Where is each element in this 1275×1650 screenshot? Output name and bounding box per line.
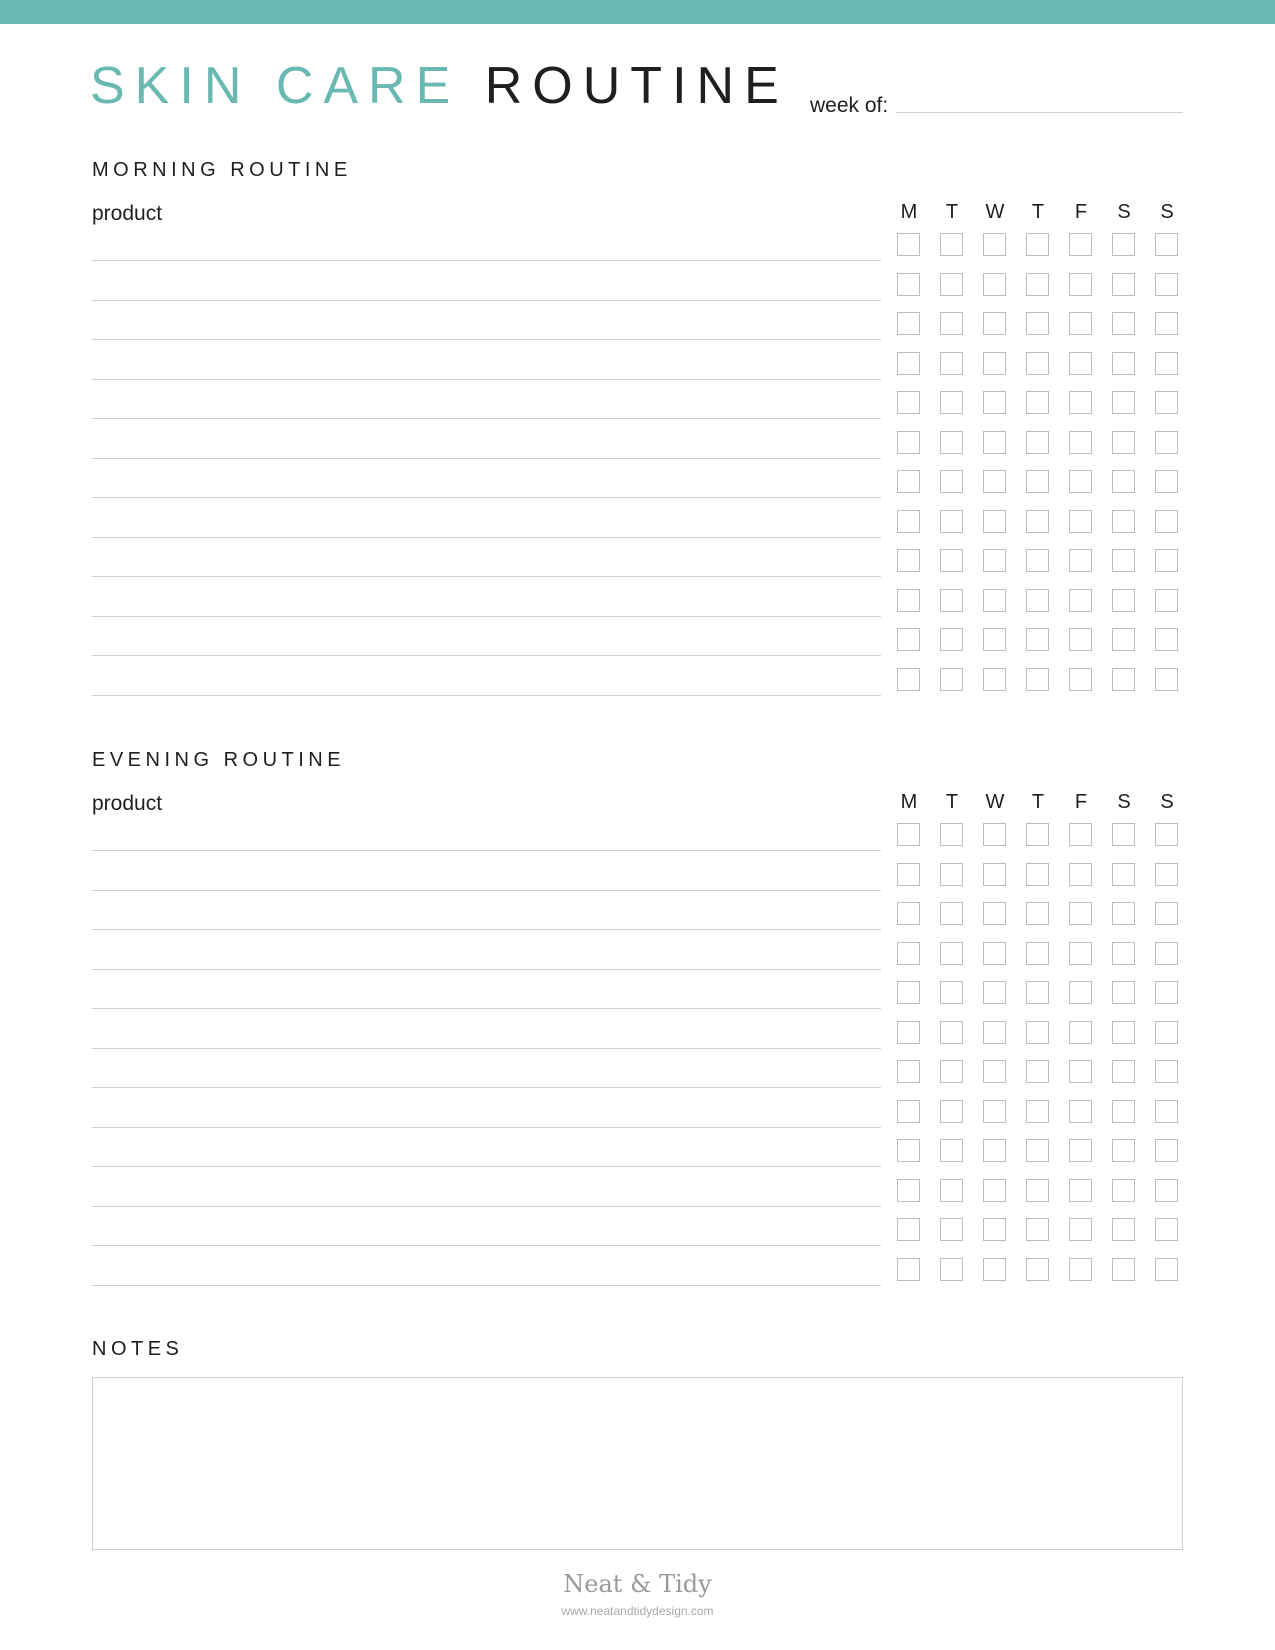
day-checkbox[interactable]: [940, 352, 963, 375]
day-checkbox[interactable]: [1112, 823, 1135, 846]
day-checkbox[interactable]: [1155, 352, 1178, 375]
day-checkbox[interactable]: [1069, 1060, 1092, 1083]
product-line[interactable]: [92, 969, 881, 970]
day-checkbox[interactable]: [1155, 863, 1178, 886]
morning-heading: MORNING ROUTINE: [92, 159, 352, 181]
day-checkbox[interactable]: [1155, 902, 1178, 925]
day-checkbox[interactable]: [1026, 312, 1049, 335]
day-checkbox[interactable]: [940, 273, 963, 296]
day-checkbox[interactable]: [1112, 1100, 1135, 1123]
day-checkbox[interactable]: [897, 863, 920, 886]
day-checkbox[interactable]: [1026, 352, 1049, 375]
day-checkbox[interactable]: [1026, 510, 1049, 533]
day-checkbox[interactable]: [983, 549, 1006, 572]
day-checkbox[interactable]: [1112, 470, 1135, 493]
morning-product-label: product: [92, 202, 163, 225]
day-checkbox[interactable]: [1155, 312, 1178, 335]
day-checkbox[interactable]: [983, 823, 1006, 846]
day-checkbox[interactable]: [1069, 1218, 1092, 1241]
day-checkbox[interactable]: [1026, 470, 1049, 493]
day-checkbox[interactable]: [1155, 233, 1178, 256]
product-line[interactable]: [92, 1008, 881, 1009]
day-checkbox[interactable]: [983, 942, 1006, 965]
day-checkbox[interactable]: [1026, 1179, 1049, 1202]
day-checkbox[interactable]: [1155, 273, 1178, 296]
product-line[interactable]: [92, 458, 881, 459]
day-checkbox[interactable]: [1026, 589, 1049, 612]
week-of-field[interactable]: [896, 112, 1183, 113]
day-checkbox[interactable]: [1026, 1218, 1049, 1241]
day-checkbox[interactable]: [1069, 1179, 1092, 1202]
day-checkbox[interactable]: [897, 668, 920, 691]
day-header: S: [1160, 201, 1174, 223]
day-checkbox[interactable]: [1112, 1060, 1135, 1083]
day-checkbox[interactable]: [1112, 312, 1135, 335]
day-checkbox[interactable]: [1069, 981, 1092, 1004]
day-checkbox[interactable]: [940, 1218, 963, 1241]
day-checkbox[interactable]: [940, 1021, 963, 1044]
day-checkbox[interactable]: [1155, 589, 1178, 612]
day-checkbox[interactable]: [1069, 391, 1092, 414]
day-checkbox[interactable]: [897, 1021, 920, 1044]
day-checkbox[interactable]: [940, 863, 963, 886]
day-checkbox[interactable]: [983, 863, 1006, 886]
day-checkbox[interactable]: [1026, 668, 1049, 691]
day-checkbox[interactable]: [1026, 273, 1049, 296]
day-checkbox[interactable]: [1069, 628, 1092, 651]
day-checkbox[interactable]: [1112, 942, 1135, 965]
day-checkbox[interactable]: [940, 233, 963, 256]
brand-logo: Neat & Tidy: [563, 1570, 712, 1598]
day-header: M: [900, 791, 918, 813]
product-line[interactable]: [92, 1048, 881, 1049]
day-checkbox[interactable]: [983, 1100, 1006, 1123]
day-checkbox[interactable]: [940, 668, 963, 691]
day-checkbox[interactable]: [940, 470, 963, 493]
product-line[interactable]: [92, 260, 881, 261]
day-checkbox[interactable]: [897, 589, 920, 612]
day-checkbox[interactable]: [897, 1139, 920, 1162]
day-checkbox[interactable]: [897, 312, 920, 335]
product-line[interactable]: [92, 379, 881, 380]
day-checkbox[interactable]: [1112, 668, 1135, 691]
day-checkbox[interactable]: [897, 1179, 920, 1202]
day-checkbox[interactable]: [1026, 942, 1049, 965]
day-checkbox[interactable]: [1155, 1100, 1178, 1123]
day-checkbox[interactable]: [940, 1139, 963, 1162]
title-main: ROUTINE: [484, 57, 789, 115]
day-checkbox[interactable]: [1069, 1021, 1092, 1044]
day-header: M: [900, 201, 918, 223]
day-checkbox[interactable]: [983, 431, 1006, 454]
day-checkbox[interactable]: [897, 510, 920, 533]
day-checkbox[interactable]: [1069, 312, 1092, 335]
day-checkbox[interactable]: [983, 589, 1006, 612]
day-header: T: [1031, 791, 1045, 813]
notes-heading: NOTES: [92, 1338, 184, 1360]
day-checkbox[interactable]: [1026, 1258, 1049, 1281]
day-checkbox[interactable]: [1155, 1218, 1178, 1241]
day-checkbox[interactable]: [1155, 510, 1178, 533]
product-line[interactable]: [92, 655, 881, 656]
week-of-label: week of:: [810, 94, 889, 117]
day-checkbox[interactable]: [1155, 1139, 1178, 1162]
product-line[interactable]: [92, 576, 881, 577]
day-checkbox[interactable]: [897, 470, 920, 493]
day-checkbox[interactable]: [1155, 1060, 1178, 1083]
day-checkbox[interactable]: [940, 1179, 963, 1202]
evening-heading: EVENING ROUTINE: [92, 749, 346, 771]
day-checkbox[interactable]: [897, 902, 920, 925]
day-checkbox[interactable]: [897, 942, 920, 965]
day-checkbox[interactable]: [897, 1218, 920, 1241]
brand-url: www.neatandtidydesign.com: [561, 1604, 714, 1618]
product-line[interactable]: [92, 1087, 881, 1088]
day-checkbox[interactable]: [1112, 902, 1135, 925]
day-header: F: [1074, 201, 1088, 223]
product-line[interactable]: [92, 1127, 881, 1128]
day-checkbox[interactable]: [897, 233, 920, 256]
day-checkbox[interactable]: [1026, 1139, 1049, 1162]
day-checkbox[interactable]: [1112, 352, 1135, 375]
product-line[interactable]: [92, 537, 881, 538]
day-checkbox[interactable]: [1112, 1218, 1135, 1241]
day-checkbox[interactable]: [897, 273, 920, 296]
day-checkbox[interactable]: [897, 981, 920, 1004]
day-checkbox[interactable]: [1155, 549, 1178, 572]
day-checkbox[interactable]: [1112, 510, 1135, 533]
day-checkbox[interactable]: [897, 391, 920, 414]
day-checkbox[interactable]: [1069, 1100, 1092, 1123]
day-checkbox[interactable]: [983, 628, 1006, 651]
day-checkbox[interactable]: [940, 981, 963, 1004]
day-header: T: [945, 791, 959, 813]
product-line[interactable]: [92, 418, 881, 419]
day-checkbox[interactable]: [1026, 902, 1049, 925]
notes-box[interactable]: [92, 1377, 1183, 1550]
day-checkbox[interactable]: [1026, 1100, 1049, 1123]
day-checkbox[interactable]: [940, 942, 963, 965]
day-checkbox[interactable]: [897, 628, 920, 651]
day-checkbox[interactable]: [1026, 863, 1049, 886]
day-checkbox[interactable]: [1155, 391, 1178, 414]
product-line[interactable]: [92, 695, 881, 696]
day-checkbox[interactable]: [1155, 470, 1178, 493]
day-checkbox[interactable]: [1069, 273, 1092, 296]
product-line[interactable]: [92, 1245, 881, 1246]
day-checkbox[interactable]: [1026, 431, 1049, 454]
day-checkbox[interactable]: [983, 1139, 1006, 1162]
day-checkbox[interactable]: [1069, 823, 1092, 846]
day-header: T: [1031, 201, 1045, 223]
day-checkbox[interactable]: [940, 1100, 963, 1123]
day-header: S: [1117, 791, 1131, 813]
evening-product-label: product: [92, 792, 163, 815]
day-checkbox[interactable]: [1069, 431, 1092, 454]
day-checkbox[interactable]: [1069, 863, 1092, 886]
day-checkbox[interactable]: [983, 273, 1006, 296]
day-checkbox[interactable]: [940, 431, 963, 454]
day-checkbox[interactable]: [897, 1100, 920, 1123]
day-checkbox[interactable]: [983, 312, 1006, 335]
product-line[interactable]: [92, 1166, 881, 1167]
day-checkbox[interactable]: [1112, 273, 1135, 296]
day-header: S: [1117, 201, 1131, 223]
day-checkbox[interactable]: [897, 1258, 920, 1281]
day-checkbox[interactable]: [1026, 1060, 1049, 1083]
day-checkbox[interactable]: [1069, 1139, 1092, 1162]
day-checkbox[interactable]: [1112, 628, 1135, 651]
day-header: F: [1074, 791, 1088, 813]
day-checkbox[interactable]: [983, 902, 1006, 925]
day-checkbox[interactable]: [1112, 981, 1135, 1004]
day-header: S: [1160, 791, 1174, 813]
day-checkbox[interactable]: [897, 1060, 920, 1083]
day-checkbox[interactable]: [940, 628, 963, 651]
day-checkbox[interactable]: [1069, 589, 1092, 612]
product-line[interactable]: [92, 1206, 881, 1207]
day-checkbox[interactable]: [983, 668, 1006, 691]
product-line[interactable]: [92, 616, 881, 617]
day-checkbox[interactable]: [940, 510, 963, 533]
day-checkbox[interactable]: [983, 470, 1006, 493]
day-checkbox[interactable]: [940, 1258, 963, 1281]
day-checkbox[interactable]: [897, 823, 920, 846]
day-checkbox[interactable]: [1026, 823, 1049, 846]
day-checkbox[interactable]: [1112, 391, 1135, 414]
product-line[interactable]: [92, 1285, 881, 1286]
day-checkbox[interactable]: [1069, 233, 1092, 256]
day-checkbox[interactable]: [1069, 668, 1092, 691]
top-accent-bar: [0, 0, 1275, 24]
day-checkbox[interactable]: [983, 233, 1006, 256]
title-accent: SKIN CARE: [90, 57, 461, 115]
day-checkbox[interactable]: [983, 1218, 1006, 1241]
day-checkbox[interactable]: [1112, 1258, 1135, 1281]
product-line[interactable]: [92, 300, 881, 301]
day-checkbox[interactable]: [1026, 981, 1049, 1004]
day-checkbox[interactable]: [897, 352, 920, 375]
day-checkbox[interactable]: [940, 549, 963, 572]
day-header: W: [985, 791, 1005, 813]
day-checkbox[interactable]: [1069, 942, 1092, 965]
day-checkbox[interactable]: [983, 352, 1006, 375]
day-checkbox[interactable]: [1026, 628, 1049, 651]
day-checkbox[interactable]: [1112, 1139, 1135, 1162]
day-checkbox[interactable]: [940, 823, 963, 846]
day-checkbox[interactable]: [983, 981, 1006, 1004]
day-checkbox[interactable]: [940, 902, 963, 925]
day-checkbox[interactable]: [983, 1021, 1006, 1044]
product-line[interactable]: [92, 890, 881, 891]
day-checkbox[interactable]: [1069, 1258, 1092, 1281]
day-checkbox[interactable]: [940, 391, 963, 414]
day-header: T: [945, 201, 959, 223]
day-checkbox[interactable]: [1155, 823, 1178, 846]
day-checkbox[interactable]: [1069, 549, 1092, 572]
day-checkbox[interactable]: [1069, 470, 1092, 493]
day-checkbox[interactable]: [983, 391, 1006, 414]
day-checkbox[interactable]: [1112, 431, 1135, 454]
day-checkbox[interactable]: [1112, 1021, 1135, 1044]
day-checkbox[interactable]: [983, 510, 1006, 533]
day-checkbox[interactable]: [1155, 1179, 1178, 1202]
day-checkbox[interactable]: [940, 589, 963, 612]
day-checkbox[interactable]: [897, 549, 920, 572]
day-checkbox[interactable]: [1069, 902, 1092, 925]
day-checkbox[interactable]: [1155, 628, 1178, 651]
day-checkbox[interactable]: [1026, 1021, 1049, 1044]
day-checkbox[interactable]: [983, 1060, 1006, 1083]
day-checkbox[interactable]: [1112, 589, 1135, 612]
day-checkbox[interactable]: [1155, 668, 1178, 691]
day-checkbox[interactable]: [1026, 233, 1049, 256]
day-checkbox[interactable]: [1155, 431, 1178, 454]
day-checkbox[interactable]: [1155, 1258, 1178, 1281]
day-checkbox[interactable]: [1026, 391, 1049, 414]
day-checkbox[interactable]: [940, 312, 963, 335]
day-checkbox[interactable]: [1026, 549, 1049, 572]
day-checkbox[interactable]: [1112, 233, 1135, 256]
day-checkbox[interactable]: [983, 1258, 1006, 1281]
day-checkbox[interactable]: [897, 431, 920, 454]
product-line[interactable]: [92, 929, 881, 930]
day-checkbox[interactable]: [1112, 863, 1135, 886]
product-line[interactable]: [92, 339, 881, 340]
day-checkbox[interactable]: [940, 1060, 963, 1083]
day-header: W: [985, 201, 1005, 223]
product-line[interactable]: [92, 850, 881, 851]
day-checkbox[interactable]: [1112, 1179, 1135, 1202]
day-checkbox[interactable]: [1155, 1021, 1178, 1044]
product-line[interactable]: [92, 497, 881, 498]
day-checkbox[interactable]: [983, 1179, 1006, 1202]
day-checkbox[interactable]: [1069, 510, 1092, 533]
day-checkbox[interactable]: [1069, 352, 1092, 375]
page-title: [90, 57, 789, 115]
day-checkbox[interactable]: [1112, 549, 1135, 572]
day-checkbox[interactable]: [1155, 942, 1178, 965]
day-checkbox[interactable]: [1155, 981, 1178, 1004]
